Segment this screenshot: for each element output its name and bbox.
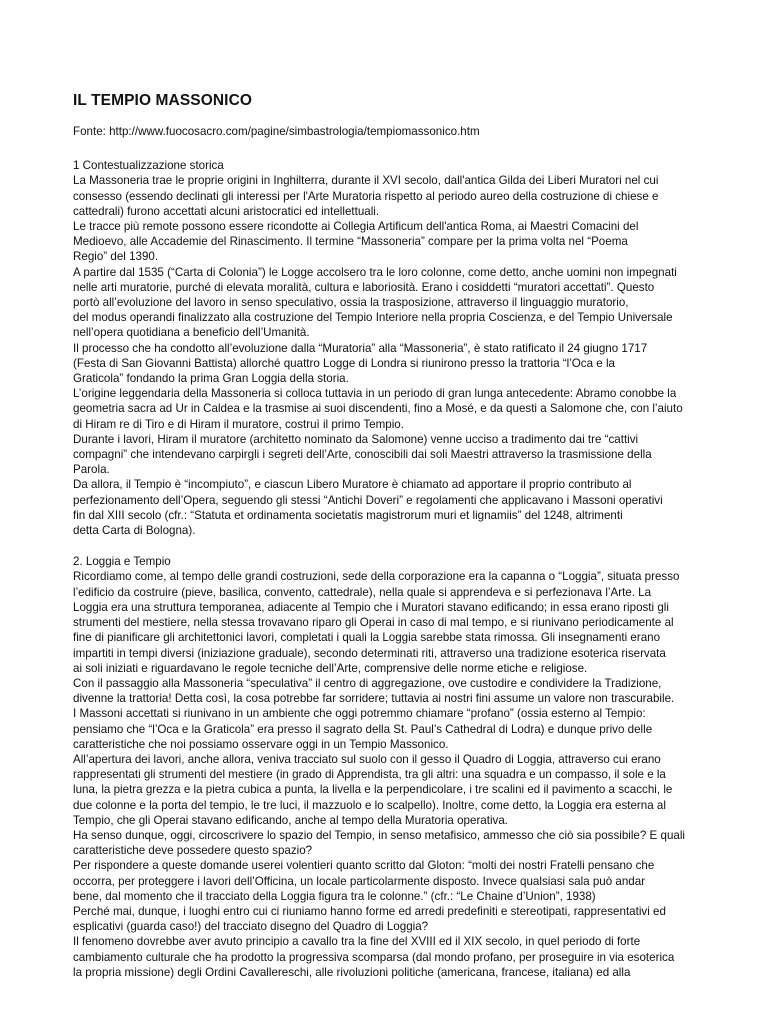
text-line: esplicativi (guarda caso!) del tracciato disegno del Quadro di Loggia? [73, 920, 429, 934]
text-line: Per rispondere a queste domande userei volentieri quanto scritto dal Gloton: “molti dei nostri Fratelli pensano che [73, 859, 655, 873]
text-line: Il fenomeno dovrebbe aver avuto principio a cavallo tra la fine del XVIII ed il XIX secolo, in quel periodo di forte [73, 935, 641, 949]
text-line: impartiti in tempi diversi (iniziazione graduale), secondo determinati riti, attraverso una tradizione esoterica riservata [73, 646, 666, 660]
text-line: consesso (essendo declinati gli interessi per l'Arte Muratoria rispetto al periodo aureo della costruzione di chiese e [73, 189, 659, 203]
text-line: Graticola” fondando la prima Gran Loggia della storia. [73, 372, 349, 386]
text-line: Loggia era una struttura temporanea, adiacente al Tempio che i Muratori stavano edificando; in essa erano riposti gli [73, 600, 669, 614]
text-line: A partire dal 1535 (“Carta di Colonia”) le Logge accolsero tra le loro colonne, come detto, anche uomini non impegnati [73, 265, 677, 279]
text-line: del modus operandi finalizzato alla costruzione del Tempio Interiore nella propria Coscienza, e del Tempio Universale [73, 311, 673, 325]
text-line: di Hiram re di Tiro e di Hiram il muratore, costruì il primo Tempio. [73, 417, 404, 431]
document-body [73, 158, 702, 980]
text-line: (Festa di San Giovanni Battista) allorché quattro Logge di Londra si riunirono presso la trattoria “l’Oca e la [73, 356, 615, 370]
text-line: perfezionamento dell’Opera, seguendo gli stessi “Antichi Doveri” e regolamenti che applicavano i Massoni operativi [73, 493, 663, 507]
text-line: Da allora, il Tempio è “incompiuto”, e ciascun Libero Muratore è chiamato ad apportare il proprio contributo al [73, 478, 632, 492]
text-line: l’edificio da costruire (pieve, basilica, convento, cattedrale), nella quale si apprendeva e si perfezionava l’Arte. La [73, 585, 652, 599]
text-line: Con il passaggio alla Massoneria “speculativa” il centro di aggregazione, ove custodire e condividere la Tradizione, [73, 676, 662, 690]
text-line: portò all’evoluzione del lavoro in senso speculativo, ossia la trasposizione, attraverso il linguaggio muratorio, [73, 296, 629, 310]
text-line: L’origine leggendaria della Massoneria si colloca tuttavia in un periodo di gran lunga antecedente: Abramo conobbe la [73, 387, 677, 401]
text-line: pensiamo che “l’Oca e la Graticola” era presso il sagrato della St. Paul’s Cathedral di Lodra) e dunque privo delle [73, 722, 653, 736]
text-line: occorra, per proteggere i lavori dell’Officina, un locale particolarmente disposto. Invece qualsiasi sala può andar [73, 874, 646, 888]
source-line: Fonte: http://www.fuocosacro.com/pagine/simbastrologia/tempiomassonico.htm [73, 125, 480, 138]
text-line: La Massoneria trae le proprie origini in Inghilterra, durante il XVI secolo, dall'antica Gilda dei Liberi Muratori nel cui [73, 174, 659, 188]
text-line: strumenti del mestiere, nella stessa trovavano riparo gli Operai in caso di mal tempo, e si riunivano periodicamente al [73, 616, 674, 630]
text-line: Tempio, che gli Operai stavano edificando, anche al tempo della Muratoria operativa. [73, 813, 509, 827]
text-line: Regio” del 1390. [73, 250, 159, 264]
text-line: Medioevo, alle Accademie del Rinascimento. Il termine “Massoneria” compare per la prima volta nel “Poema [73, 235, 628, 249]
document-title: IL TEMPIO MASSONICO [73, 92, 253, 109]
text-line: Le tracce più remote possono essere ricondotte ai Collegia Artificum dell'antica Roma, ai Maestri Comacini del [73, 220, 639, 234]
text-line: cattedrali) furono accettati alcuni aristocratici ed intellettuali. [73, 204, 380, 218]
text-line: Durante i lavori, Hiram il muratore (architetto nominato da Salomone) venne ucciso a tradimento dai tre “cattivi [73, 432, 639, 446]
section-heading: 1 Contestualizzazione storica [73, 159, 224, 173]
text-line: compagni” che intendevano carpirgli i segreti dell’Arte, conoscibili dai soli Maestri attraverso la trasmissione della [73, 448, 652, 462]
text-line: fin dal XIII secolo (cfr.: “Statuta et ordinamenta societatis magistrorum muri et lignamiis” del 1248, altrimenti [73, 508, 623, 522]
text-line: luna, la pietra grezza e la pietra cubica a punta, la livella e la perpendicolare, i tre scalini ed il pavimento a scacchi, le [73, 783, 673, 797]
text-line: Ricordiamo come, al tempo delle grandi costruzioni, sede della corporazione era la capanna o “Loggia”, situata presso [73, 570, 680, 584]
section [73, 554, 702, 980]
section-heading: 2. Loggia e Tempio [73, 555, 171, 569]
text-line: caratteristiche che noi possiamo osservare oggi in un Tempio Massonico. [73, 737, 449, 751]
text-line: Parola. [73, 463, 110, 477]
text-line: caratteristiche deve possedere questo spazio? [73, 844, 313, 858]
text-line: Il processo che ha condotto all’evoluzione dalla “Muratoria” alla “Massoneria”, è stato ratificato il 24 giugno 1717 [73, 341, 648, 355]
text-line: ai soli iniziati e riguardavano le regole tecniche dell’Arte, comprensive delle norme etiche e religiose. [73, 661, 588, 675]
text-line: nelle arti muratorie, purché di elevata moralità, cultura e laboriosità. Erano i cosiddetti “muratori accettati”. Questo [73, 280, 655, 294]
text-line: I Massoni accettati si riunivano in un ambiente che oggi potremmo chiamare “profano” (ossia esterno al Tempio: [73, 707, 646, 721]
text-line: detta Carta di Bologna). [73, 524, 196, 538]
text-line: bene, dal momento che il tracciato della Loggia figura tra le colonne.” (cfr.: “Le Chaine d’Union”, 1938) [73, 889, 596, 903]
text-line: nell’opera quotidiana a beneficio dell’Umanità. [73, 326, 310, 340]
text-line: Perché mai, dunque, i luoghi entro cui ci riuniamo hanno forme ed arredi predefiniti e stereotipati, rappresentativi ed [73, 904, 666, 918]
text-line: la propria missione) degli Ordini Cavallereschi, alle rivoluzioni politiche (americana, francese, italiana) ed alla [73, 965, 631, 979]
text-line: rappresentati gli strumenti del mestiere (in grado di Apprendista, tra gli altri: una squadra e un compasso, il sole e la [73, 768, 666, 782]
text-line: due colonne e la porta del tempio, le tre luci, il mazzuolo e lo scalpello). Inoltre, come detto, la Loggia era esterna al [73, 798, 666, 812]
text-line: fine di pianificare gli architettonici lavori, completati i quali la Loggia sarebbe stata rimossa. Gli insegnamenti erano [73, 631, 661, 645]
text-line: divenne la trattoria! Detta così, la cosa potrebbe far sorridere; tuttavia ai nostri fini assume un valore non trascurabile. [73, 692, 675, 706]
text-line: geometria sacra ad Ur in Caldea e la trasmise ai suoi discendenti, fino a Mosé, e da questi a Salomone che, con l’aiuto [73, 402, 683, 416]
section [73, 158, 702, 538]
text-line: All’apertura dei lavori, anche allora, veniva tracciato sul suolo con il gesso il Quadro di Loggia, attraverso cui erano [73, 752, 661, 766]
text-line: Ha senso dunque, oggi, circoscrivere lo spazio del Tempio, in senso metafisico, ammesso che ciò sia possibile? E quali [73, 828, 685, 842]
text-line: cambiamento culturale che ha prodotto la progressiva scomparsa (dal mondo profano, per proseguire in via esoterica [73, 950, 675, 964]
